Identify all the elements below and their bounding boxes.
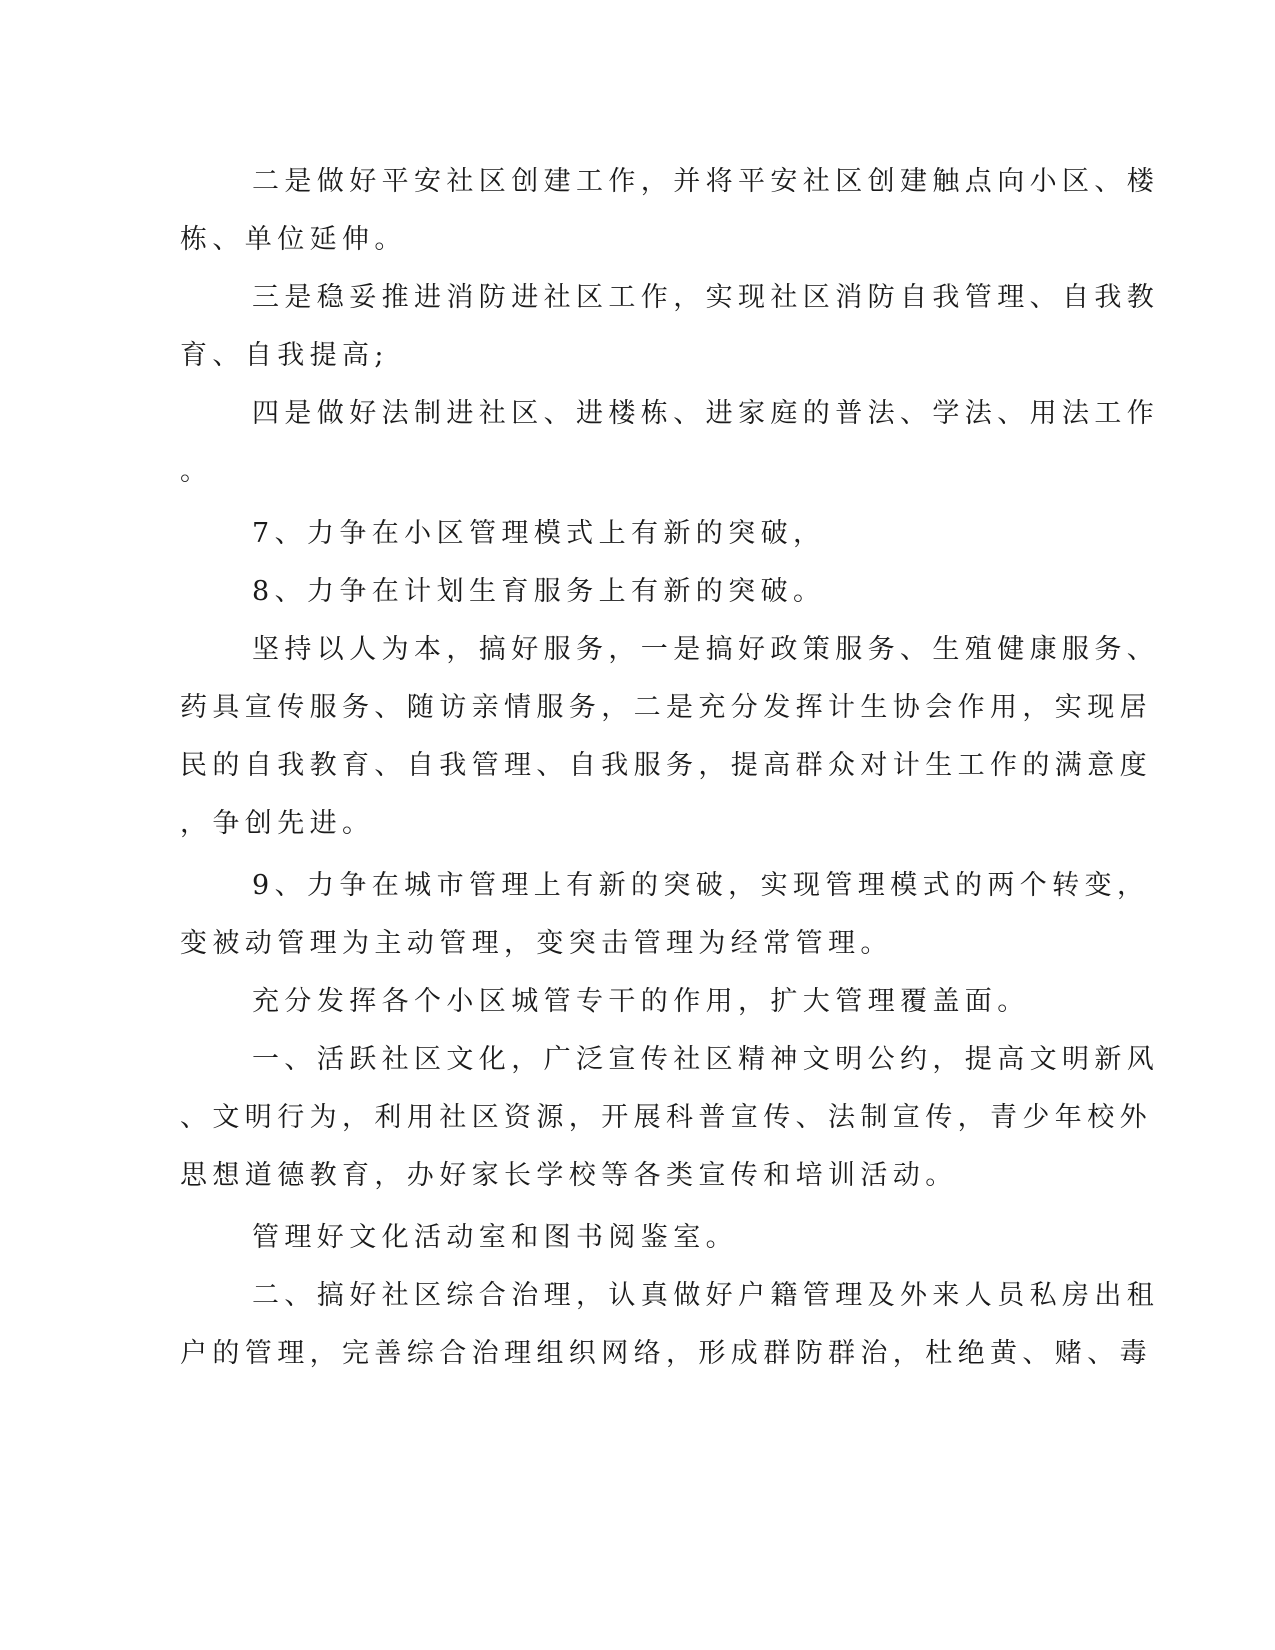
text-line: ，争创先进。: [180, 808, 375, 839]
text-line: 药具宣传服务、随访亲情服务，二是充分发挥计生协会作用，实现居: [180, 692, 1152, 723]
text-line: 管理好文化活动室和图书阅鉴室。: [252, 1222, 738, 1253]
text-line: 。: [180, 456, 213, 487]
text-line: 充分发挥各个小区城管专干的作用，扩大管理覆盖面。: [252, 986, 1030, 1017]
text-line: 、文明行为，利用社区资源，开展科普宣传、法制宣传，青少年校外: [180, 1102, 1152, 1133]
text-line: 三是稳妥推进消防进社区工作，实现社区消防自我管理、自我教: [252, 282, 1160, 313]
text-line: 四是做好法制进社区、进楼栋、进家庭的普法、学法、用法工作: [252, 398, 1160, 429]
text-line: 变被动管理为主动管理，变突击管理为经常管理。: [180, 928, 893, 959]
text-line: 民的自我教育、自我管理、自我服务，提高群众对计生工作的满意度: [180, 750, 1152, 781]
text-line: 栋、单位延伸。: [180, 224, 407, 255]
text-line: 7、力争在小区管理模式上有新的突破，: [252, 518, 826, 549]
text-line: 育、自我提高;: [180, 340, 389, 371]
text-line: 二是做好平安社区创建工作，并将平安社区创建触点向小区、楼: [252, 166, 1160, 197]
text-line: 思想道德教育，办好家长学校等各类宣传和培训活动。: [180, 1160, 958, 1191]
text-line: 8、力争在计划生育服务上有新的突破。: [252, 576, 826, 607]
text-line: 坚持以人为本，搞好服务，一是搞好政策服务、生殖健康服务、: [252, 634, 1160, 665]
text-line: 9、力争在城市管理上有新的突破，实现管理模式的两个转变，: [252, 870, 1150, 901]
text-line: 一、活跃社区文化，广泛宣传社区精神文明公约，提高文明新风: [252, 1044, 1160, 1075]
text-line: 户的管理，完善综合治理组织网络，形成群防群治，杜绝黄、赌、毒: [180, 1338, 1152, 1369]
text-line: 二、搞好社区综合治理，认真做好户籍管理及外来人员私房出租: [252, 1280, 1160, 1311]
